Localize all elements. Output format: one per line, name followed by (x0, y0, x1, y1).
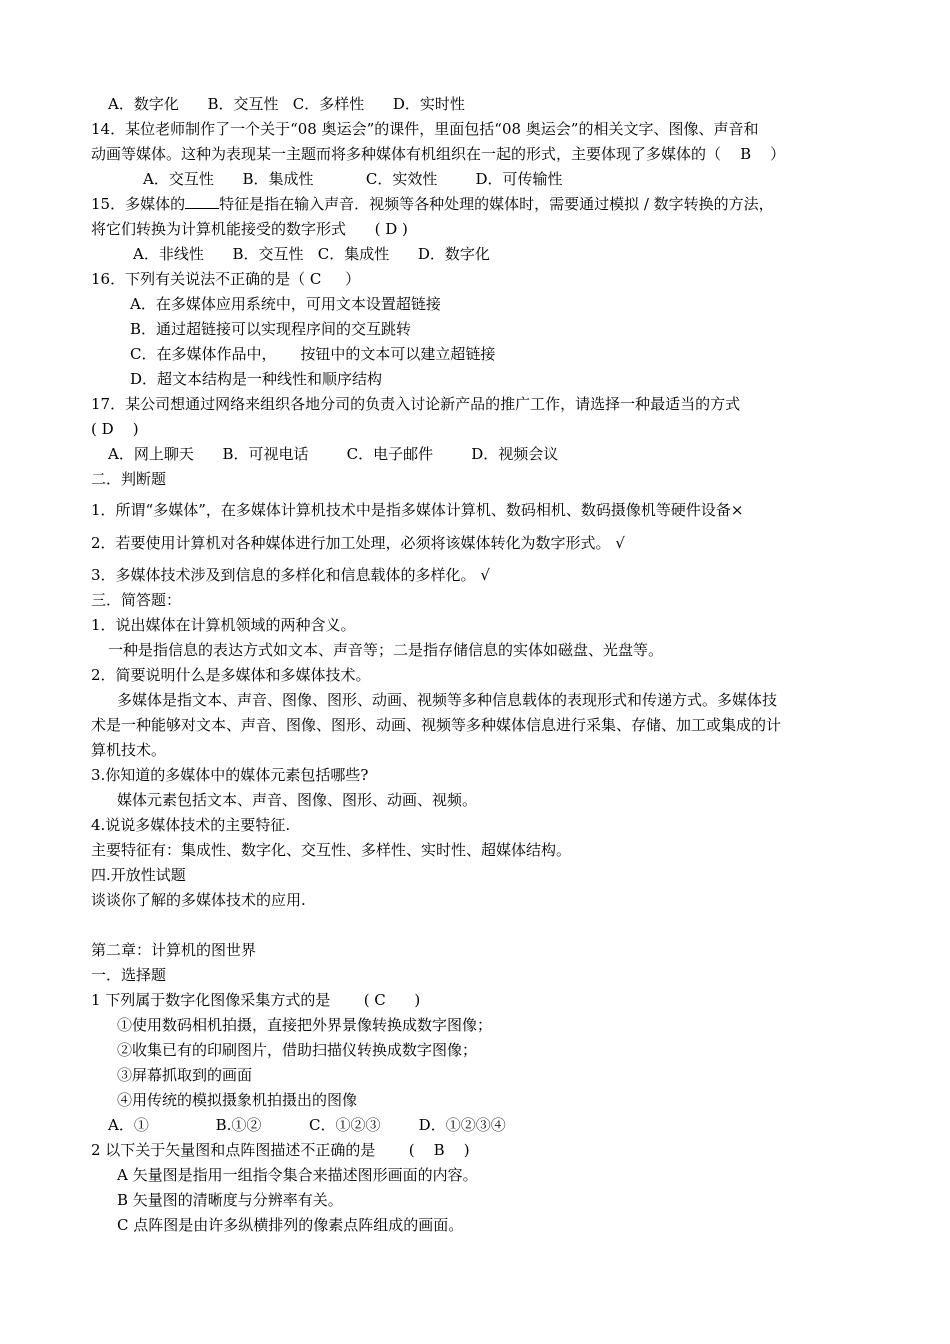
q15-options: A．非线性 B．交互性 C．集成性 D．数字化 (133, 245, 490, 263)
q13-options: A．数字化 B．交互性 C．多样性 D．实时性 (108, 95, 465, 113)
q16-option-b: B．通过超链接可以实现程序间的交互跳转 (130, 320, 412, 338)
sa-question-4: 4.说说多媒体技术的主要特征. (91, 816, 291, 834)
q16-option-c: C．在多媒体作品中， 按钮中的文本可以建立超链接 (130, 345, 496, 363)
chapter-title: 第二章：计算机的图世界 (91, 941, 257, 959)
section-heading-open: 四.开放性试题 (91, 866, 186, 884)
q14-stem-line1: 14．某位老师制作了一个关于“08 奥运会”的课件，里面包括“08 奥运会”的相关文字、图像、声音和 (91, 120, 759, 138)
sa-question-2: 2．简要说明什么是多媒体和多媒体技术。 (91, 666, 371, 684)
section-heading-judgement: 二．判断题 (91, 470, 167, 488)
q17-options: A．网上聊天 B．可视电话 C．电子邮件 D．视频会议 (108, 445, 559, 463)
ch2-q1-stem: 1 下列属于数字化图像采集方式的是 ( C ) (91, 991, 421, 1009)
sa-answer-2-line2: 术是一种能够对文本、声音、图像、图形、动画、视频等多种媒体信息进行采集、存储、加工或集成的计 (91, 716, 782, 734)
sa-answer-1: 一种是指信息的表达方式如文本、声音等；二是指存储信息的实体如磁盘、光盘等。 (108, 641, 664, 659)
sa-question-1: 1．说出媒体在计算机领域的两种含义。 (91, 616, 356, 634)
ch2-q1-item-4: ④用传统的模拟摄象机拍摄出的图像 (117, 1091, 358, 1109)
judgement-item-1: 1．所谓“多媒体”，在多媒体计算机技术中是指多媒体计算机、数码相机、数码摄像机等硬件设备× (91, 501, 744, 519)
q15-stem-prefix: 15．多媒体的 (91, 195, 186, 213)
q14-options: A．交互性 B．集成性 C．实效性 D．可传输性 (143, 170, 563, 188)
section-heading-short-answer: 三．简答题： (91, 591, 182, 609)
ch2-q1-item-2: ②收集已有的印刷图片，借助扫描仪转换成数字图像； (117, 1041, 478, 1059)
ch2-q2-option-a: A 矢量图是指用一组指令集合来描述图形画面的内容。 (117, 1166, 478, 1184)
judgement-item-3: 3．多媒体技术涉及到信息的多样化和信息载体的多样化。 √ (91, 566, 490, 584)
blank-underline (185, 194, 219, 209)
ch2-q2-option-c: C 点阵图是由许多纵横排列的像素点阵组成的画面。 (117, 1216, 464, 1234)
ch2-q1-item-3: ③屏幕抓取到的画面 (117, 1066, 253, 1084)
q15-stem-line2: 将它们转换为计算机能接受的数字形式 ( D ) (91, 220, 408, 238)
judgement-item-2: 2．若要使用计算机对各种媒体进行加工处理，必须将该媒体转化为数字形式。 √ (91, 534, 625, 552)
q16-stem: 16．下列有关说法不正确的是（ C ） (91, 270, 361, 288)
sa-answer-4: 主要特征有：集成性、数字化、交互性、多样性、实时性、超媒体结构。 (91, 841, 572, 859)
ch2-q1-options: A．① B.①② C．①②③ D．①②③④ (108, 1116, 506, 1134)
q16-option-d: D．超文本结构是一种线性和顺序结构 (130, 370, 383, 388)
section-heading-choice: 一．选择题 (91, 966, 167, 984)
q17-stem-line2: ( D ) (91, 420, 139, 438)
open-question: 谈谈你了解的多媒体技术的应用. (91, 891, 306, 909)
ch2-q1-item-1: ①使用数码相机拍摄，直接把外界景像转换成数字图像； (117, 1016, 493, 1034)
sa-question-3: 3.你知道的多媒体中的媒体元素包括哪些? (91, 766, 369, 784)
q14-stem-line2: 动画等媒体。这种为表现某一主题而将多种媒体有机组织在一起的形式，主要体现了多媒体的（ B ） (91, 145, 786, 163)
q15-stem-line1 (91, 194, 774, 214)
q15-stem-suffix: 特征是指在输入声音．视频等各种处理的媒体时，需要通过模拟 / 数字转换的方法， (219, 195, 774, 213)
q17-stem-line1: 17．某公司想通过网络来组织各地分司的负责入讨论新产品的推广工作，请选择一种最适当的方式 (91, 395, 741, 413)
sa-answer-3: 媒体元素包括文本、声音、图像、图形、动画、视频。 (117, 791, 478, 809)
ch2-q2-option-b: B 矢量图的清晰度与分辨率有关。 (117, 1191, 343, 1209)
sa-answer-2-line3: 算机技术。 (91, 741, 167, 759)
sa-answer-2-line1: 多媒体是指文本、声音、图像、图形、动画、视频等多种信息载体的表现形式和传递方式。多媒体技 (117, 691, 778, 709)
ch2-q2-stem: 2 以下关于矢量图和点阵图描述不正确的是 ( B ) (91, 1141, 470, 1159)
q16-option-a: A．在多媒体应用系统中，可用文本设置超链接 (130, 295, 441, 313)
